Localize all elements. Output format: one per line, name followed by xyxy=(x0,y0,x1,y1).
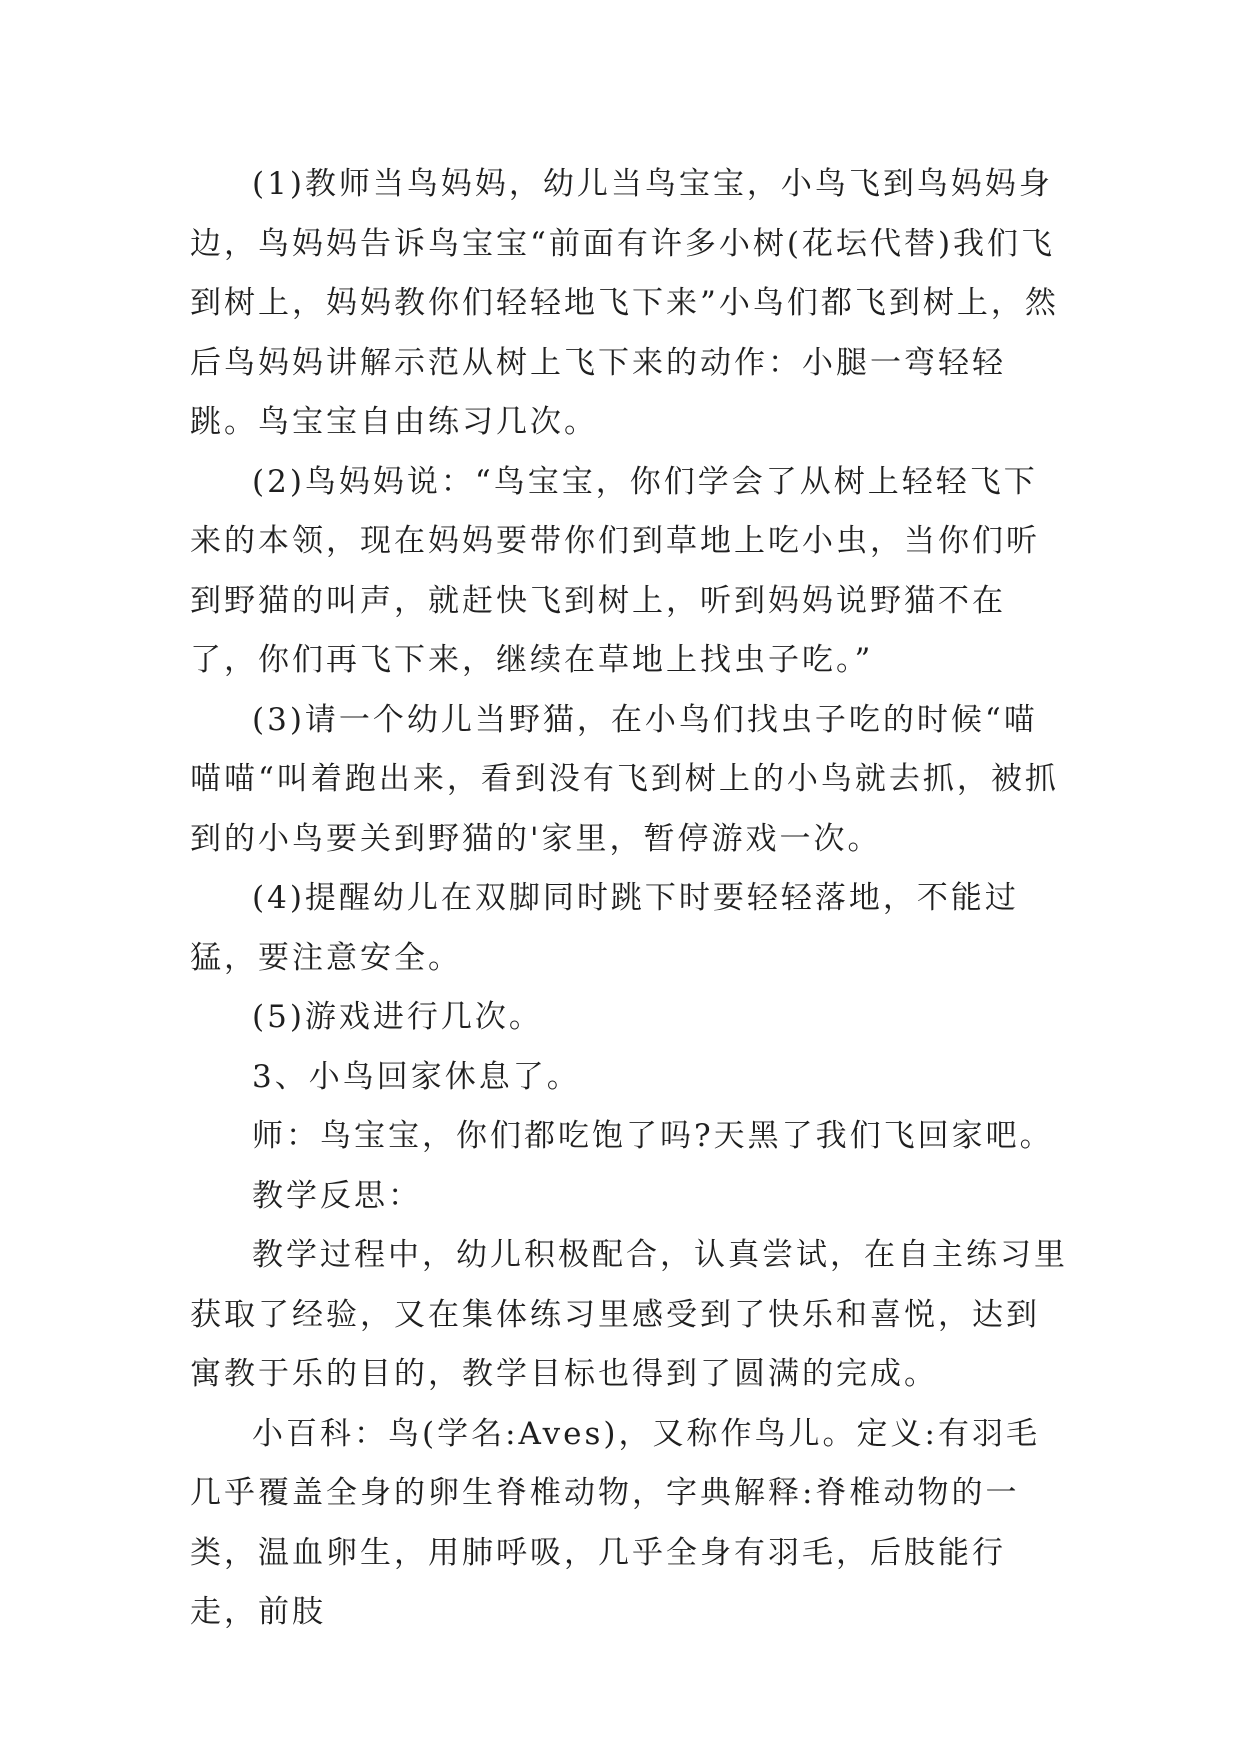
paragraph-game-step-2: (2)鸟妈妈说：“鸟宝宝，你们学会了从树上轻轻飞下来的本领，现在妈妈要带你们到草地上吃小虫，当你们听到野猫的叫声，就赶快飞到树上，听到妈妈说野猫不在了，你们再飞下来，继续在草地上找虫子吃。” xyxy=(190,463,1040,678)
document-body xyxy=(190,155,1070,1643)
paragraph-encyclopedia: 小百科：鸟(学名:Aves)，又称作鸟儿。定义:有羽毛几乎覆盖全身的卵生脊椎动物，字典解释:脊椎动物的一类，温血卵生，用肺呼吸，几乎全身有羽毛，后肢能行走，前肢 xyxy=(190,1415,1040,1630)
paragraph-game-step-3: (3)请一个幼儿当野猫，在小鸟们找虫子吃的时候“喵喵喵“叫着跑出来，看到没有飞到树上的小鸟就去抓，被抓到的小鸟要关到野猫的'家里，暂停游戏一次。 xyxy=(190,701,1059,857)
paragraph-game-step-1: (1)教师当鸟妈妈，幼儿当鸟宝宝，小鸟飞到鸟妈妈身边，鸟妈妈告诉鸟宝宝“前面有许多小树(花坛代替)我们飞到树上，妈妈教你们轻轻地飞下来”小鸟们都飞到树上，然后鸟妈妈讲解示范从树上飞下来的动作：小腿一弯轻轻跳。鸟宝宝自由练习几次。 xyxy=(190,166,1059,440)
paragraph-teacher-line: 师：鸟宝宝，你们都吃饱了吗?天黑了我们飞回家吧。 xyxy=(252,1118,1054,1154)
paragraph-reflection-body: 教学过程中，幼儿积极配合，认真尝试，在自主练习里获取了经验，又在集体练习里感受到了快乐和喜悦，达到寓教于乐的目的，教学目标也得到了圆满的完成。 xyxy=(190,1237,1068,1392)
paragraph-reflection-heading: 教学反思： xyxy=(252,1177,422,1214)
paragraph-section-3-heading: 3、小鸟回家休息了。 xyxy=(252,1058,581,1095)
paragraph-game-step-4: (4)提醒幼儿在双脚同时跳下时要轻轻落地，不能过猛，要注意安全。 xyxy=(190,880,1019,976)
paragraph-game-step-5: (5)游戏进行几次。 xyxy=(252,999,543,1035)
